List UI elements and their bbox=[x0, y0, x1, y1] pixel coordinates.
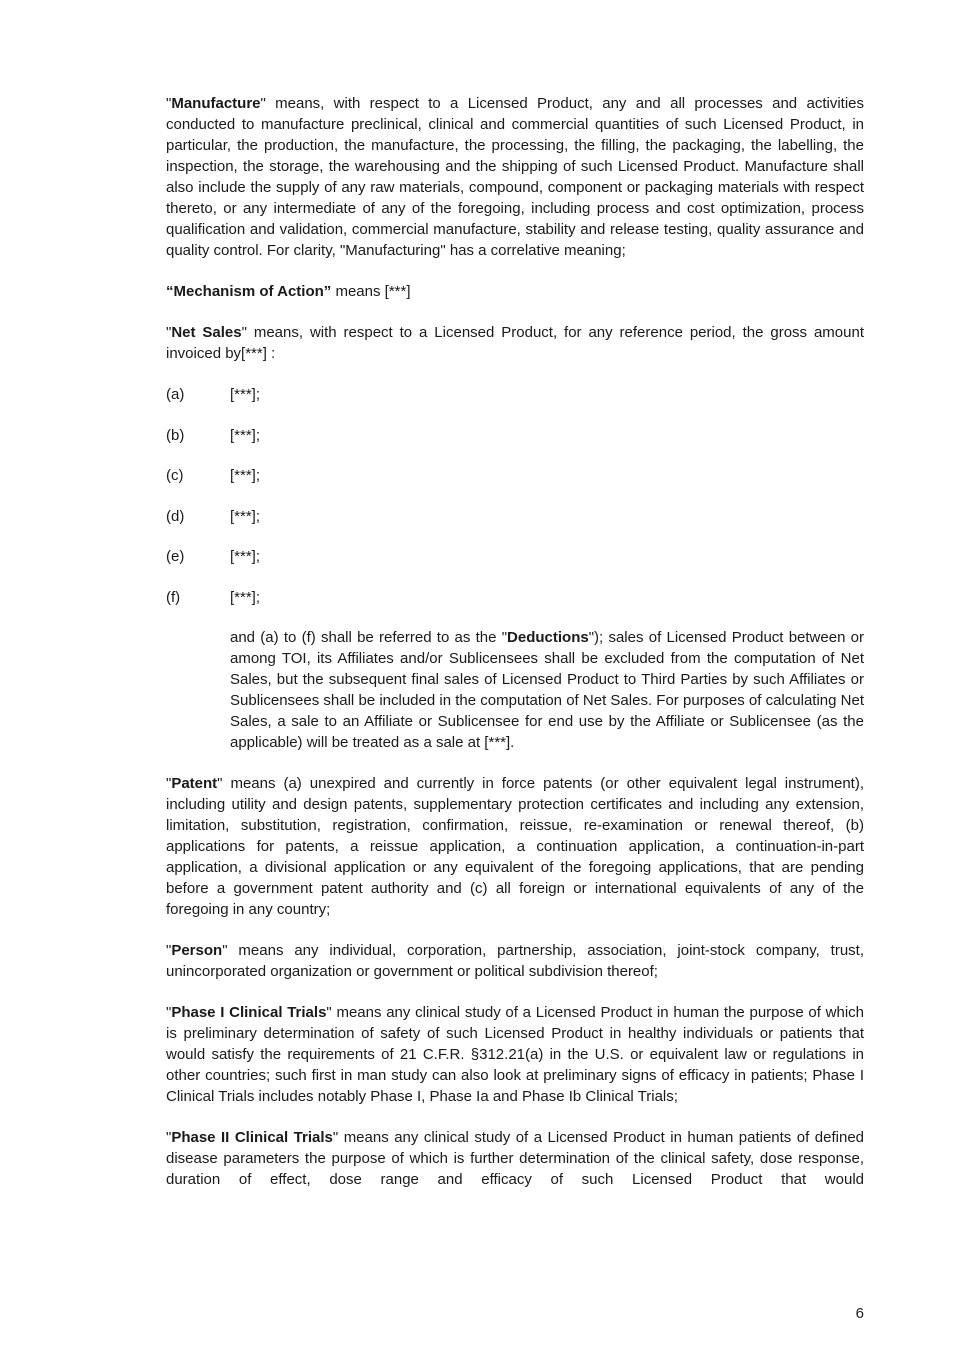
list-text: [***]; bbox=[230, 507, 261, 525]
net-sales-list bbox=[166, 384, 864, 608]
definition-phase-2-clinical-trials: "Phase II Clinical Trials" means any clinical study of a Licensed Product in human patients of defined disease parameters the purpose of which is further determination of the clinical safety, dose response, duration of effect, dose range and efficacy of such Licensed Product that would bbox=[166, 1129, 865, 1188]
list-label: (a) bbox=[166, 386, 185, 403]
defined-term: Person bbox=[171, 942, 223, 959]
list-text: [***]; bbox=[230, 426, 261, 444]
deductions-paragraph: and (a) to (f) shall be referred to as the "Deductions"); sales of Licensed Product between or among TOI, its Affiliates and/or Sublicensees shall be excluded from the computation of Net Sales, but the subsequent final sales of Licensed Product to Third Parties by such Affiliates or Sublicensees shall be included in the computation of Net Sales. For purposes of calculating Net Sales, a sale to an Affiliate or Sublicensee for end use by the Affiliate or Sublicensee (as the applicable) will be treated as a sale at [***]. bbox=[230, 629, 864, 751]
defined-term: Phase II Clinical Trials bbox=[171, 1129, 333, 1146]
definition-patent: "Patent" means (a) unexpired and currently in force patents (or other equivalent legal instrument), including utility and design patents, supplementary protection certificates and including any extension, limitation, substitution, registration, confirmation, reissue, re-examination or renewal thereof, (b) applications for patents, a reissue application, a continuation application, a continuation-in-part application, a divisional application or any equivalent of the foregoing applications, that are pending before a government patent authority and (c) all foreign or international equivalents of any of the foregoing in any country; bbox=[166, 775, 864, 918]
definition-mechanism-of-action: “Mechanism of Action” means [***] bbox=[166, 283, 411, 300]
definition-manufacture: "Manufacture" means, with respect to a Licensed Product, any and all processes and activities conducted to manufacture preclinical, clinical and commercial quantities of such Licensed Product, in particular, the production, the manufacture, the processing, the filling, the packaging, the labelling, the inspection, the storage, the warehousing and the shipping of such Licensed Product. Manufacture shall also include the supply of any raw materials, compound, component or packaging materials with respect thereto, or any intermediate of any of the foregoing, including process and cost optimization, process qualification and validation, commercial manufacture, stability and release testing, quality assurance and quality control. For clarity, "Manufacturing" has a correlative meaning; bbox=[166, 95, 864, 259]
list-label: (d) bbox=[166, 507, 185, 525]
list-item bbox=[166, 425, 864, 446]
list-item bbox=[166, 506, 864, 527]
list-item bbox=[166, 546, 864, 567]
defined-term: Patent bbox=[171, 775, 218, 792]
list-label: (e) bbox=[166, 548, 185, 565]
defined-term: Manufacture bbox=[171, 95, 261, 112]
definition-person: "Person" means any individual, corporation, partnership, association, joint-stock company, trust, unincorporated organization or government or political subdivision thereof; bbox=[166, 942, 864, 980]
list-label: (f) bbox=[166, 588, 181, 606]
list-text: [***]; bbox=[230, 548, 261, 565]
list-text: [***]; bbox=[230, 467, 261, 484]
list-label: (b) bbox=[166, 426, 185, 444]
defined-term: Deductions bbox=[507, 629, 589, 646]
definition-net-sales: "Net Sales" means, with respect to a Licensed Product, for any reference period, the gross amount invoiced by[***] : bbox=[166, 324, 864, 362]
defined-term: Phase I Clinical Trials bbox=[171, 1004, 327, 1021]
document-page bbox=[166, 93, 864, 1210]
list-item bbox=[166, 465, 864, 486]
list-item bbox=[166, 587, 864, 608]
defined-term: Net Sales bbox=[171, 324, 242, 341]
list-label: (c) bbox=[166, 467, 184, 484]
page-number: 6 bbox=[855, 1305, 864, 1322]
definition-phase-1-clinical-trials: "Phase I Clinical Trials" means any clinical study of a Licensed Product in human the purpose of which is preliminary determination of safety of such Licensed Product in healthy individuals or patients that would satisfy the requirements of 21 C.F.R. §312.21(a) in the U.S. or equivalent law or regulations in other countries; such first in man study can also look at preliminary signs of efficacy in patients; Phase I Clinical Trials includes notably Phase I, Phase Ia and Phase Ib Clinical Trials; bbox=[166, 1004, 864, 1105]
list-text: [***]; bbox=[230, 588, 261, 606]
list-item bbox=[166, 384, 864, 405]
list-text: [***]; bbox=[230, 386, 261, 403]
defined-term: “Mechanism of Action” bbox=[166, 283, 332, 300]
